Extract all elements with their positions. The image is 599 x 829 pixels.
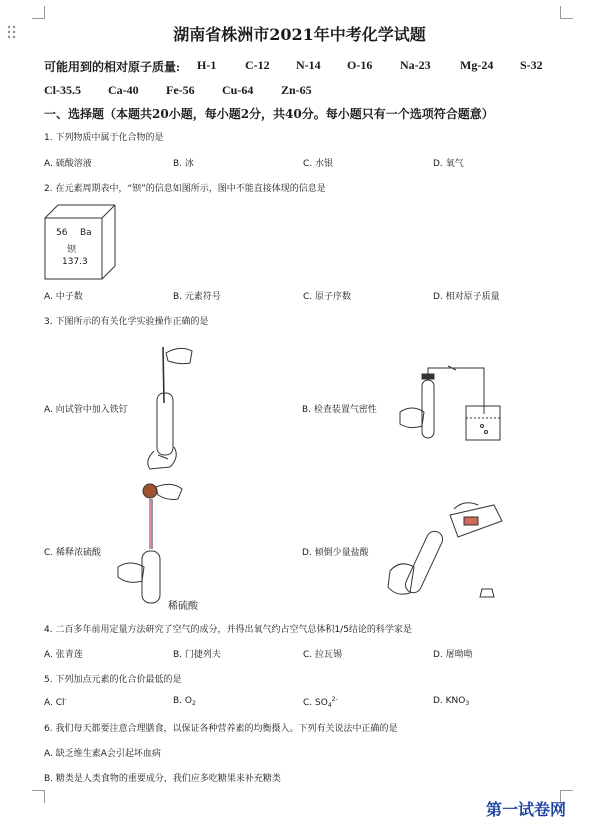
atomic-mass-item: Zn-65 — [281, 83, 312, 97]
option-d: D. 相对原子质量 — [433, 292, 500, 302]
option-a: A. 硫酸溶液 — [44, 159, 92, 169]
question-stem: 4. 二百多年前用定量方法研究了空气的成分，并得出氧气约占空气总体积1/5结论的科学家是 — [44, 625, 412, 635]
formula-subscript: 2 — [191, 700, 196, 707]
option-a — [44, 696, 67, 708]
option-b — [173, 696, 196, 707]
element-symbol: Ba — [80, 228, 92, 238]
corner-mark-top-left — [32, 6, 45, 19]
option-b: B. 检查装置气密性 — [302, 405, 377, 415]
watermark-logo: 第一试卷网 — [486, 800, 567, 819]
option-text: A. Cl — [44, 698, 65, 708]
option-d: D. 屠呦呦 — [433, 650, 473, 660]
option-text: B. O — [173, 696, 192, 706]
corner-mark-bottom-left — [32, 790, 45, 803]
section-heading: 一、选择题（本题共20小题，每小题2分，共40分。每小题只有一个选项符合题意） — [44, 107, 494, 121]
question-stem: 6. 我们每天都要注意合理膳食，以保证各种营养素的均衡摄入。下列有关说法中正确的是 — [44, 724, 398, 734]
question-stem: 2. 在元素周期表中，“钡”的信息如图所示，图中不能直接体现的信息是 — [44, 184, 326, 194]
option-c: C. 原子序数 — [303, 292, 352, 302]
airtightness-check-illustration — [398, 360, 510, 448]
atomic-mass-label: 可能用到的相对原子质量: — [44, 60, 180, 74]
option-c: C. 稀释浓硫酸 — [44, 548, 102, 558]
atomic-mass-item: H-1 — [197, 58, 217, 72]
atomic-mass-item: C-12 — [245, 58, 270, 72]
question-stem: 1. 下列物质中属于化合物的是 — [44, 133, 164, 143]
option-c — [303, 696, 338, 709]
question-stem: 5. 下列加点元素的化合价最低的是 — [44, 675, 182, 685]
formula-superscript: 2- — [331, 696, 338, 703]
formula-subscript: 3 — [465, 700, 470, 707]
option-a: A. 缺乏维生素A会引起坏血病 — [44, 749, 161, 759]
formula-subscript: 4 — [327, 702, 332, 709]
option-b: B. 糖类是人类食物的重要成分，我们应多吃糖果来补充糖类 — [44, 774, 281, 784]
dilution-illustration — [116, 479, 186, 613]
atomic-mass-item: Fe-56 — [166, 83, 195, 97]
atomic-mass-item: Mg-24 — [460, 58, 494, 72]
option-c: C. 拉瓦锡 — [303, 650, 343, 660]
option-d — [433, 696, 469, 707]
formula-superscript: - — [64, 696, 67, 703]
option-d: D. 倾倒少量盐酸 — [302, 548, 369, 558]
atomic-mass-item: N-14 — [296, 58, 321, 72]
element-number: 56 — [56, 228, 68, 238]
atomic-mass-item: Cl-35.5 — [44, 83, 81, 97]
element-name: 钡 — [67, 245, 77, 255]
option-c: C. 水银 — [303, 159, 334, 169]
atomic-mass-item: S-32 — [520, 58, 543, 72]
option-a: A. 中子数 — [44, 292, 83, 302]
question-stem: 3. 下图所示的有关化学实验操作正确的是 — [44, 317, 209, 327]
option-b: B. 门捷列夫 — [173, 650, 221, 660]
element-mass: 137.3 — [62, 257, 88, 267]
option-b: B. 元素符号 — [173, 292, 221, 302]
option-text: C. SO — [303, 698, 328, 708]
atomic-mass-item: Ca-40 — [108, 83, 139, 97]
atomic-mass-item: Cu-64 — [222, 83, 254, 97]
option-text: D. KNO — [433, 696, 466, 706]
option-a: A. 向试管中加入铁钉 — [44, 405, 128, 415]
page-title: 湖南省株洲市2021年中考化学试题 — [173, 25, 426, 44]
atomic-mass-item: O-16 — [347, 58, 373, 72]
figure-label-sulfuric-acid: 稀硫酸 — [168, 601, 198, 612]
test-tube-nail-illustration — [140, 343, 200, 477]
option-a: A. 张青莲 — [44, 650, 83, 660]
option-b: B. 冰 — [173, 159, 194, 169]
option-d: D. 氧气 — [433, 159, 464, 169]
corner-mark-top-right — [560, 6, 573, 19]
atomic-mass-item: Na-23 — [400, 58, 431, 72]
pouring-acid-illustration — [384, 497, 514, 617]
element-box-figure — [44, 204, 116, 280]
